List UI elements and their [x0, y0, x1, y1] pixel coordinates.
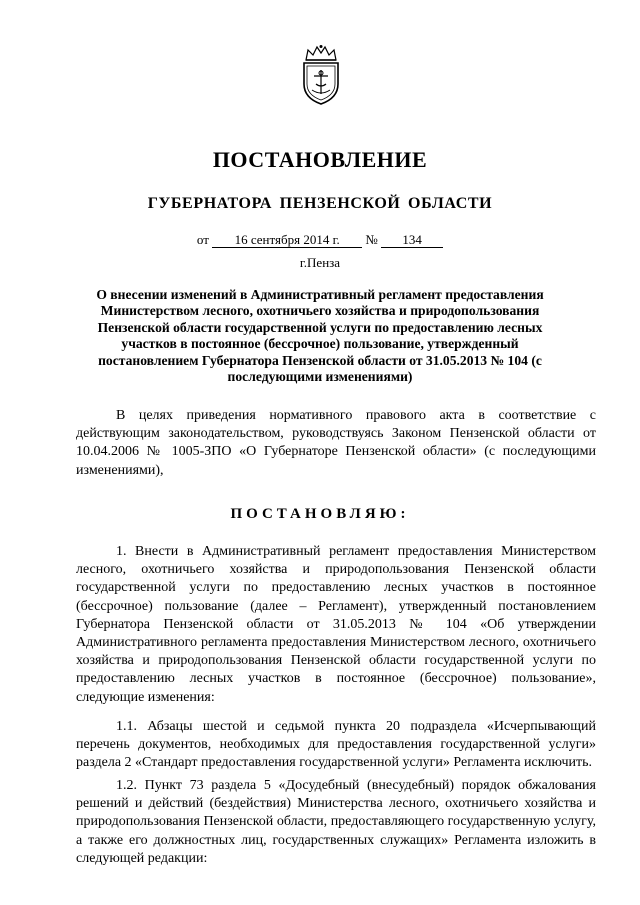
item-1-paragraph: 1. Внести в Административный регламент предоставления Министерством лесного, охотничьего хозяйства и природопользования Пензенской области государственной услуги по предоставлению лесных участков в постоянное (бессрочное) пользование (далее – Регламент), утвержденный постановлением Губернатора Пензенской области от 31.05.2013 № 104 «Об утверждении Административного регламента предоставления Министерством лесного, охотничьего хозяйства и природопользования Пензенской области государственной услуги по предоставлению лесных участков в постоянное (бессрочное) пользование», следующие изменения: [76, 544, 596, 705]
document-issuer: ГУБЕРНАТОРА ПЕНЗЕНСКОЙ ОБЛАСТИ [147, 195, 493, 212]
item-1-1-paragraph: 1.1. Абзацы шестой и седьмой пункта 20 подраздела «Исчерпывающий перечень документов, необходимых для предоставления государственной услуги» раздела 2 «Стандарт предоставления государственной услуги» Регламента исключить. [76, 719, 596, 771]
number-prefix: № [365, 232, 378, 247]
document-number: 134 [381, 233, 443, 248]
item-1-2-paragraph: 1.2. Пункт 73 раздела 5 «Досудебный (внесудебный) порядок обжалования решений и действий (бездействия) Министерства лесного, охотничьего хозяйства и природопользования Пензенской области, предоставляющего государственную услугу, а также его должностных лиц, государственных служащих» Регламента изложить в следующей редакции: [76, 778, 596, 866]
date-prefix: от [196, 232, 209, 247]
date-number-line [0, 232, 640, 248]
document-city: г.Пенза [299, 255, 341, 270]
decree-word: ПОСТАНОВЛЯЮ: [230, 506, 410, 522]
document-title: ПОСТАНОВЛЕНИЕ [212, 147, 428, 172]
coat-of-arms-icon [296, 44, 346, 106]
preamble-paragraph: В целях приведения нормативного правового акта в соответствие с действующим законодательством, руководствуясь Законом Пензенской области от 10.04.2006 № 1005-ЗПО «О Губернаторе Пензенской области» (с последующими изменениями), [76, 408, 596, 478]
document-date: 16 сентября 2014 г. [212, 233, 362, 248]
document-heading: О внесении изменений в Административный регламент предоставления Министерством лесного, охотничьего хозяйства и природопользования Пензенской области государственной услуги по предоставлению лесных участков в постоянное (бессрочное) пользование, утвержденный постановлением Губернатора Пензенской области от 31.05.2013 № 104 (с последующими изменениями) [96, 287, 544, 385]
